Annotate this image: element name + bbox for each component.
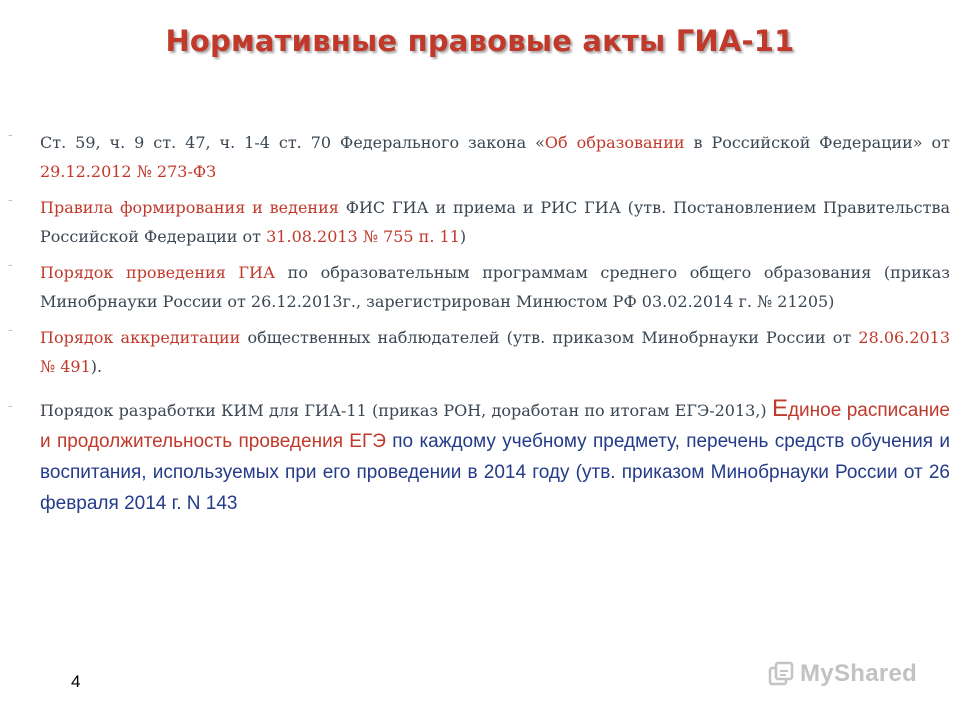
list-item-text: Правила формирования и ведения ФИС ГИА и приема и РИС ГИА (утв. Постановлением Правительства Российской Федерации от 31.08.2013 № 755 п. 11) (40, 198, 951, 246)
myshared-logo-icon (768, 661, 794, 687)
slide-title: Нормативные правовые акты ГИА-11 (165, 24, 795, 58)
list-item-text: Ст. 59, ч. 9 ст. 47, ч. 1-4 ст. 70 Федерального закона «Об образовании в Российской Федерации» от 29.12.2012 № 273-ФЗ (40, 133, 951, 181)
list-item-2 (0, 193, 960, 251)
list-item-4 (0, 323, 960, 381)
bullet-dash: - (8, 399, 13, 414)
legal-acts-list (0, 128, 960, 519)
list-item-5 (0, 393, 960, 519)
myshared-logo (768, 656, 917, 692)
bullet-dash: - (8, 258, 13, 273)
list-item-3 (0, 258, 960, 316)
bullet-dash: - (8, 193, 13, 208)
list-item-text: Порядок проведения ГИА по образовательным программам среднего общего образования (приказ Минобрнауки России от 26.12.2013г., зарегистрирован Минюстом РФ 03.02.2014 г. № 21205) (40, 263, 950, 311)
bullet-dash: - (8, 323, 13, 338)
bullet-dash: - (8, 128, 13, 143)
list-item-text: Порядок аккредитации общественных наблюдателей (утв. приказом Минобрнауки России от 28.06.2013 № 491). (40, 328, 950, 376)
list-item-1 (0, 128, 960, 186)
list-item-text: Порядок разработки КИМ для ГИА-11 (приказ РОН, доработан по итогам ЕГЭ-2013,) Единое расписание и продолжительность проведения ЕГЭ по каждому учебному предмету, перечень средств обучения и воспитания, используемых при его проведении в 2014 году (утв. приказом Минобрнауки России от 26 февраля 2014 г. N 143 (40, 395, 951, 514)
page-number: 4 (71, 672, 81, 691)
myshared-logo-text: MyShared (800, 660, 918, 687)
